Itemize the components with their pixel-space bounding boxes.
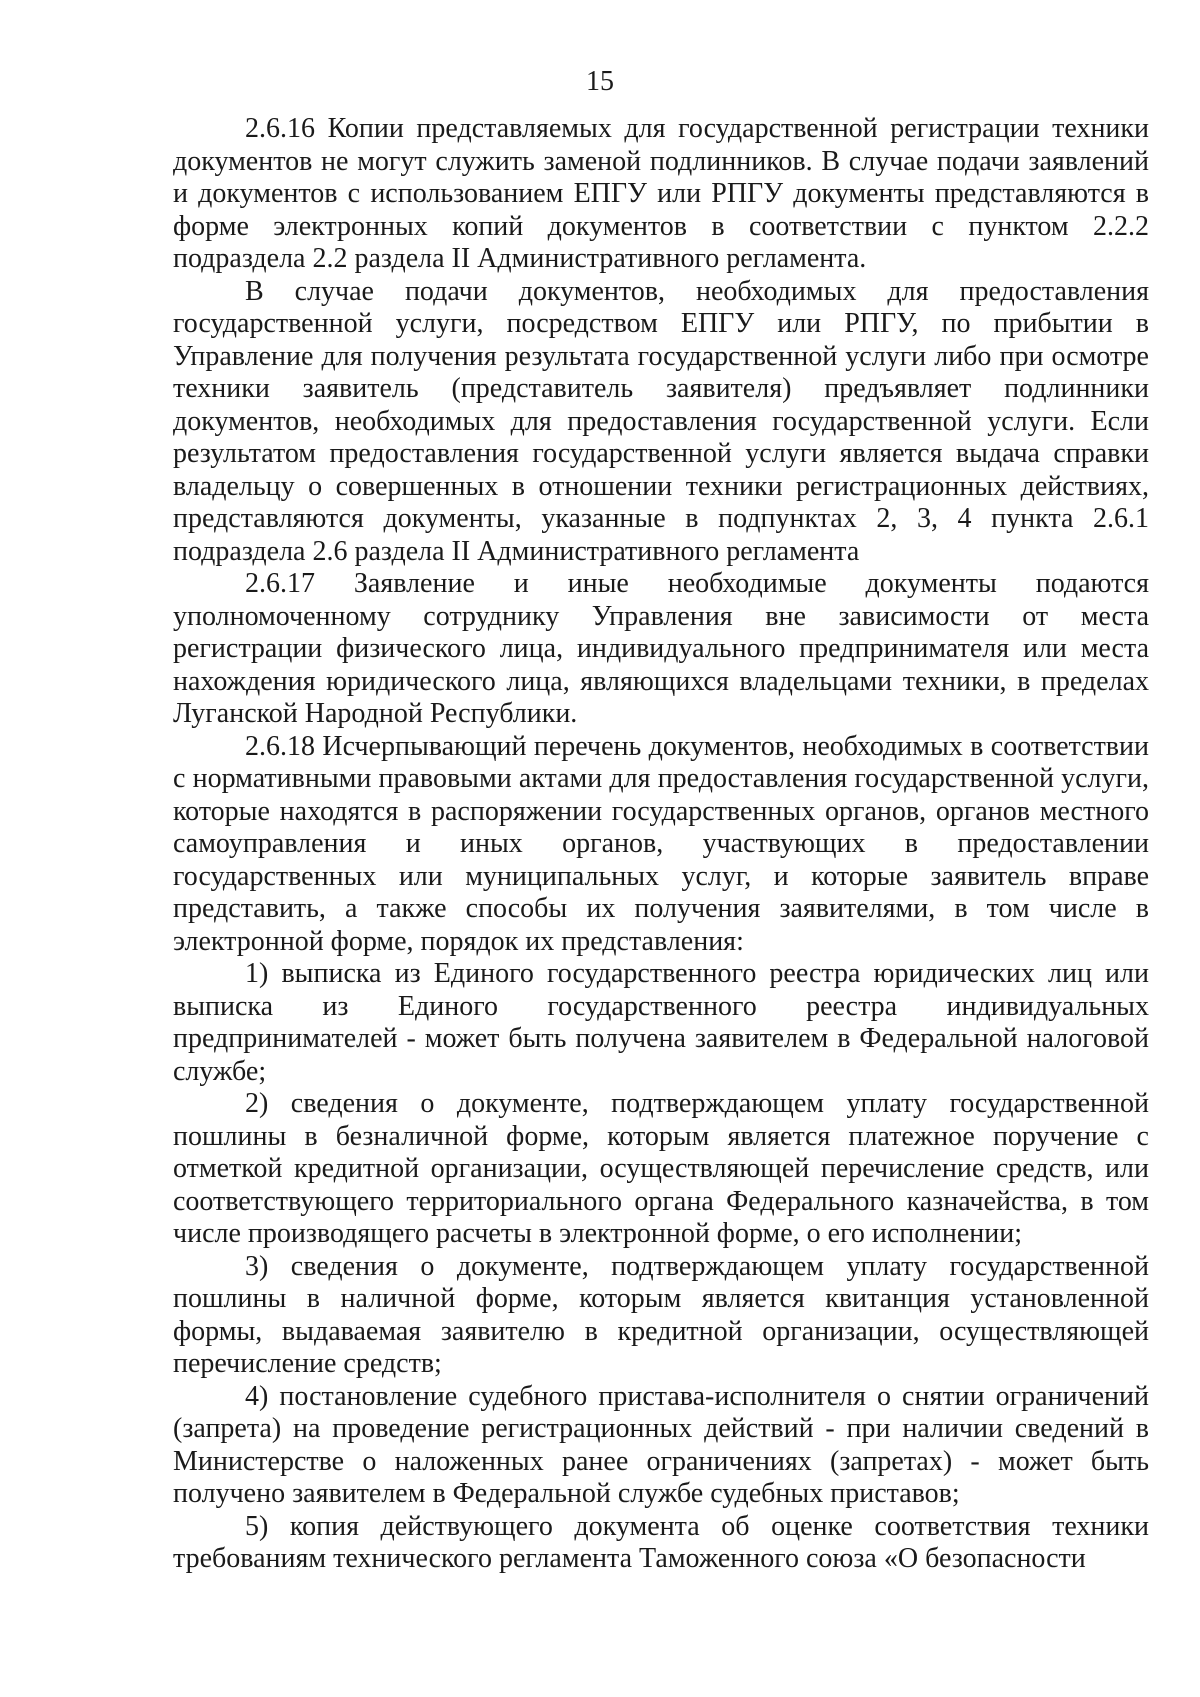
- document-body: [173, 113, 1149, 1576]
- list-item-1: 1) выписка из Единого государственного реестра юридических лиц или выписка из Единого государственного реестра индивидуальных предпринимателей - может быть получена заявителем в Федеральной налоговой службе;: [173, 958, 1149, 1087]
- paragraph-2-6-16: 2.6.16 Копии представляемых для государственной регистрации техники документов не могут служить заменой подлинников. В случае подачи заявлений и документов с использованием ЕПГУ или РПГУ документы представляются в форме электронных копий документов в соответствии с пунктом 2.2.2 подраздела 2.2 раздела II Административного регламента.: [173, 113, 1149, 274]
- page-number: 15: [586, 66, 614, 97]
- list-item-3: 3) сведения о документе, подтверждающем уплату государственной пошлины в наличной форме, которым является квитанция установленной формы, выдаваемая заявителю в кредитной организации, осуществляющей перечисление средств;: [173, 1250, 1149, 1379]
- paragraph-epgu-submission: В случае подачи документов, необходимых для предоставления государственной услуги, посредством ЕПГУ или РПГУ, по прибытии в Управление для получения результата государственной услуги либо при осмотре техники заявитель (представитель заявителя) предъявляет подлинники документов, необходимых для предоставления государственной услуги. Если результатом предоставления государственной услуги является выдача справки владельцу о совершенных в отношении техники регистрационных действиях, представляются документы, указанные в подпунктах 2, 3, 4 пункта 2.6.1 подраздела 2.6 раздела II Административного регламента: [173, 275, 1149, 567]
- list-item-4: 4) постановление судебного пристава-исполнителя о снятии ограничений (запрета) на проведение регистрационных действий - при наличии сведений в Министерстве о наложенных ранее ограничениях (запретах) - может быть получено заявителем в Федеральной службе судебных приставов;: [173, 1380, 1149, 1509]
- list-item-2: 2) сведения о документе, подтверждающем уплату государственной пошлины в безналичной форме, которым является платежное поручение с отметкой кредитной организации, осуществляющей перечисление средств, или соответствующего территориального органа Федерального казначейства, в том числе производящего расчеты в электронной форме, о его исполнении;: [173, 1088, 1149, 1249]
- paragraph-2-6-17: 2.6.17 Заявление и иные необходимые документы подаются уполномоченному сотруднику Управления вне зависимости от места регистрации физического лица, индивидуального предпринимателя или места нахождения юридического лица, являющихся владельцами техники, в пределах Луганской Народной Республики.: [173, 568, 1149, 729]
- list-item-5: 5) копия действующего документа об оценке соответствия техники требованиям технического регламента Таможенного союза «О безопасности: [173, 1510, 1149, 1574]
- paragraph-2-6-18: 2.6.18 Исчерпывающий перечень документов, необходимых в соответствии с нормативными правовыми актами для предоставления государственной услуги, которые находятся в распоряжении государственных органов, органов местного самоуправления и иных органов, участвующих в предоставлении государственных или муниципальных услуг, и которые заявитель вправе представить, а также способы их получения заявителями, в том числе в электронной форме, порядок их представления:: [173, 730, 1149, 957]
